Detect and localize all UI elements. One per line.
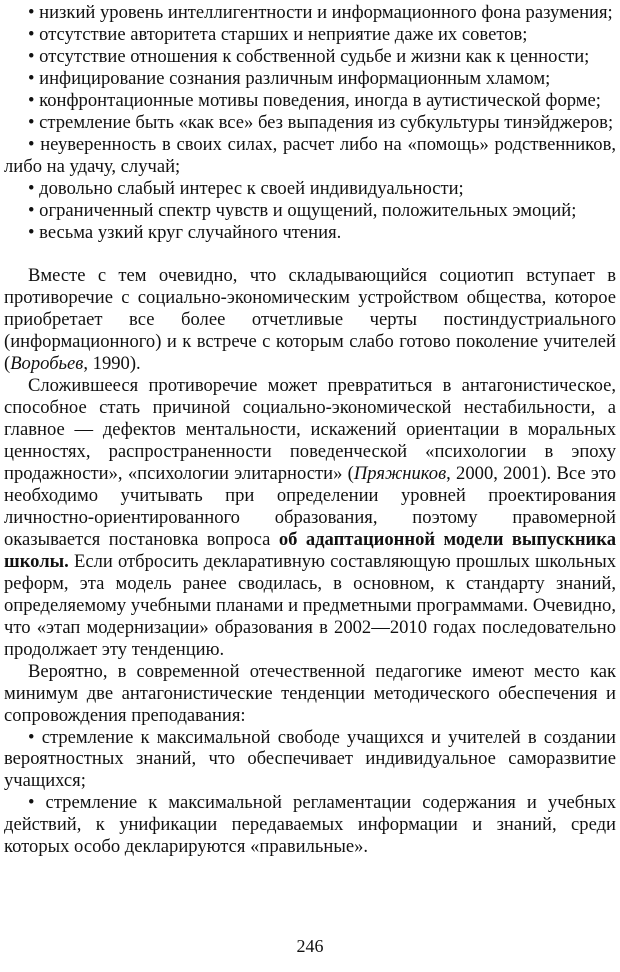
paragraph-contradiction <box>4 375 616 660</box>
citation-year: , 1990). <box>83 353 141 375</box>
list-item: • стремление быть «как все» без выпадения из субкультуры тинэйджеров; <box>28 111 614 133</box>
page-number: 246 <box>296 936 324 956</box>
paragraph-text: , 2000, 2001). Все это необходимо учитывать при определении уровней проектирования личностно-ориентированного образования, поэтому правомерной оказывается постановка вопроса <box>4 463 616 550</box>
list-item: • неуверенность в своих силах, расчет либо на «помощь» родственников, либо на удачу, случай; <box>4 133 616 177</box>
paragraph-text: Вместе с тем очевидно, что складывающийся социотип вступает в противоречие с социально-экономическим устройством общества, которое приобретает все более отчетливые черты постиндустриального (информационного) и к встрече с которым слабо готово поколение учителей ( <box>4 265 616 375</box>
emphasis-bold: об адаптационной модели выпускника школы. <box>4 528 616 572</box>
document-page <box>4 2 616 858</box>
list-item: • отсутствие отношения к собственной судьбе и жизни как к ценности; <box>28 45 590 67</box>
list-item: • низкий уровень интеллигентности и информационного фона разумения; <box>28 2 613 23</box>
citation-author: Воробьев <box>10 353 84 375</box>
list-item: • весьма узкий круг случайного чтения. <box>28 221 342 243</box>
list-item: • стремление к максимальной свободе учащихся и учителей в создании вероятностных знаний, что обеспечивает индивидуальное саморазвитие учащихся; <box>4 726 616 792</box>
paragraph-text: Сложившееся противоречие может превратиться в антагонистическое, способное стать причиной социально-экономической нестабильности, а главное — дефектов ментальности, искажений ориентации в моральных ценностях, распространенности поведенческой «психологии в эпоху продажности», «психологии элитарности» ( <box>4 375 616 485</box>
bullet-list-bottom <box>4 727 616 859</box>
list-item: • конфронтационные мотивы поведения, иногда в аутистической форме; <box>28 89 601 111</box>
paragraph-sociotype <box>4 265 616 375</box>
paragraph-tendencies: Вероятно, в современной отечественной педагогике имеют место как минимум две антагонистические тенденции методического обеспечения и сопровождения преподавания: <box>4 660 616 726</box>
list-item: • отсутствие авторитета старших и неприятие даже их советов; <box>28 23 528 45</box>
list-item: • инфицирование сознания различным информационным хламом; <box>28 67 551 89</box>
list-item: • стремление к максимальной регламентации содержания и учебных действий, к унификации передаваемых информации и знаний, среди которых особо декларируются «правильные». <box>4 792 616 858</box>
citation-author: Пряжников <box>353 463 447 485</box>
section-gap <box>4 243 616 265</box>
list-item: • довольно слабый интерес к своей индивидуальности; <box>28 177 464 199</box>
bullet-list-top <box>4 2 616 243</box>
paragraph-text: Если отбросить декларативную составляющую прошлых школьных реформ, эта модель ранее сводилась, в основном, к стандарту знаний, определяемому учебными планами и предметными программами. Очевидно, что «этап модернизации» образования в 2002—2010 годах последовательно продолжает эту тенденцию. <box>4 550 616 660</box>
list-item: • ограниченный спектр чувств и ощущений, положительных эмоций; <box>28 199 577 221</box>
